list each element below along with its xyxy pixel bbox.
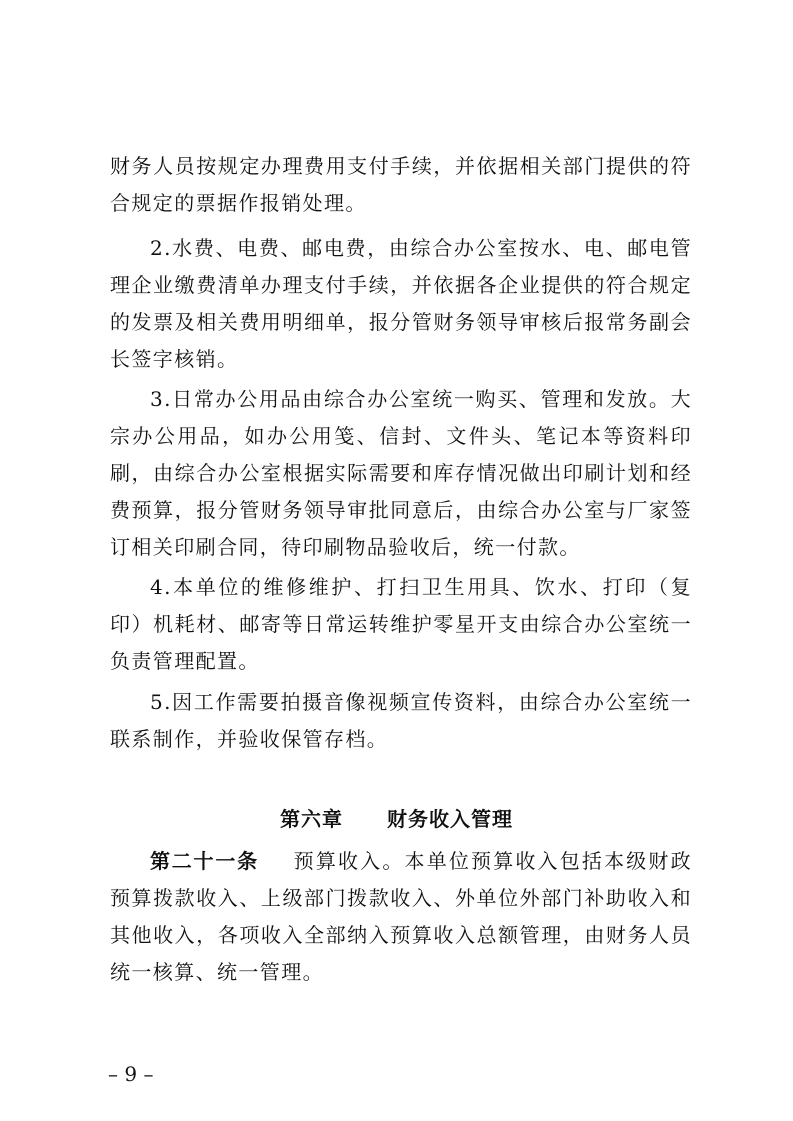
item-3-block <box>110 381 692 566</box>
chapter-title: 财务收入管理 <box>387 807 513 831</box>
item-5-block <box>110 684 692 758</box>
intro-paragraph-block <box>110 148 692 222</box>
item-5-paragraph: 5.因工作需要拍摄音像视频宣传资料，由综合办公室统一联系制作，并验收保管存档。 <box>110 690 692 751</box>
intro-paragraph: 财务人员按规定办理费用支付手续，并依据相关部门提供的符合规定的票据作报销处理。 <box>110 154 692 215</box>
chapter-number: 第六章 <box>280 807 343 831</box>
item-2-paragraph: 2.水费、电费、邮电费，由综合办公室按水、电、邮电管理企业缴费清单办理支付手续，并依据各企业提供的符合规定的发票及相关费用明细单，报分管财务领导审核后报常务副会长签字核销。 <box>110 236 692 371</box>
article-21-block <box>110 843 692 991</box>
item-2-block <box>110 230 692 378</box>
article-21-paragraph <box>110 843 692 991</box>
chapter-heading <box>0 805 793 833</box>
item-3-paragraph: 3.日常办公用品由综合办公室统一购买、管理和发放。大宗办公用品，如办公用笺、信封、文件头、笔记本等资料印刷，由综合办公室根据实际需要和库存情况做出印刷计划和经费预算，报分管财务领导审批同意后，由综合办公室与厂家签订相关印刷合同，待印刷物品验收后，统一付款。 <box>110 387 692 559</box>
item-4-block <box>110 569 692 680</box>
item-4-paragraph: 4.本单位的维修维护、打扫卫生用具、饮水、打印（复印）机耗材、邮寄等日常运转维护零星开支由综合办公室统一负责管理配置。 <box>110 575 692 673</box>
article-label: 第二十一条 <box>150 849 259 873</box>
page-number: – 9 – <box>108 1062 154 1086</box>
article-text: 预算收入。本单位预算收入包括本级财政预算拨款收入、上级部门拨款收入、外单位外部门补助收入和其他收入，各项收入全部纳入预算收入总额管理，由财务人员统一核算、统一管理。 <box>110 849 693 984</box>
